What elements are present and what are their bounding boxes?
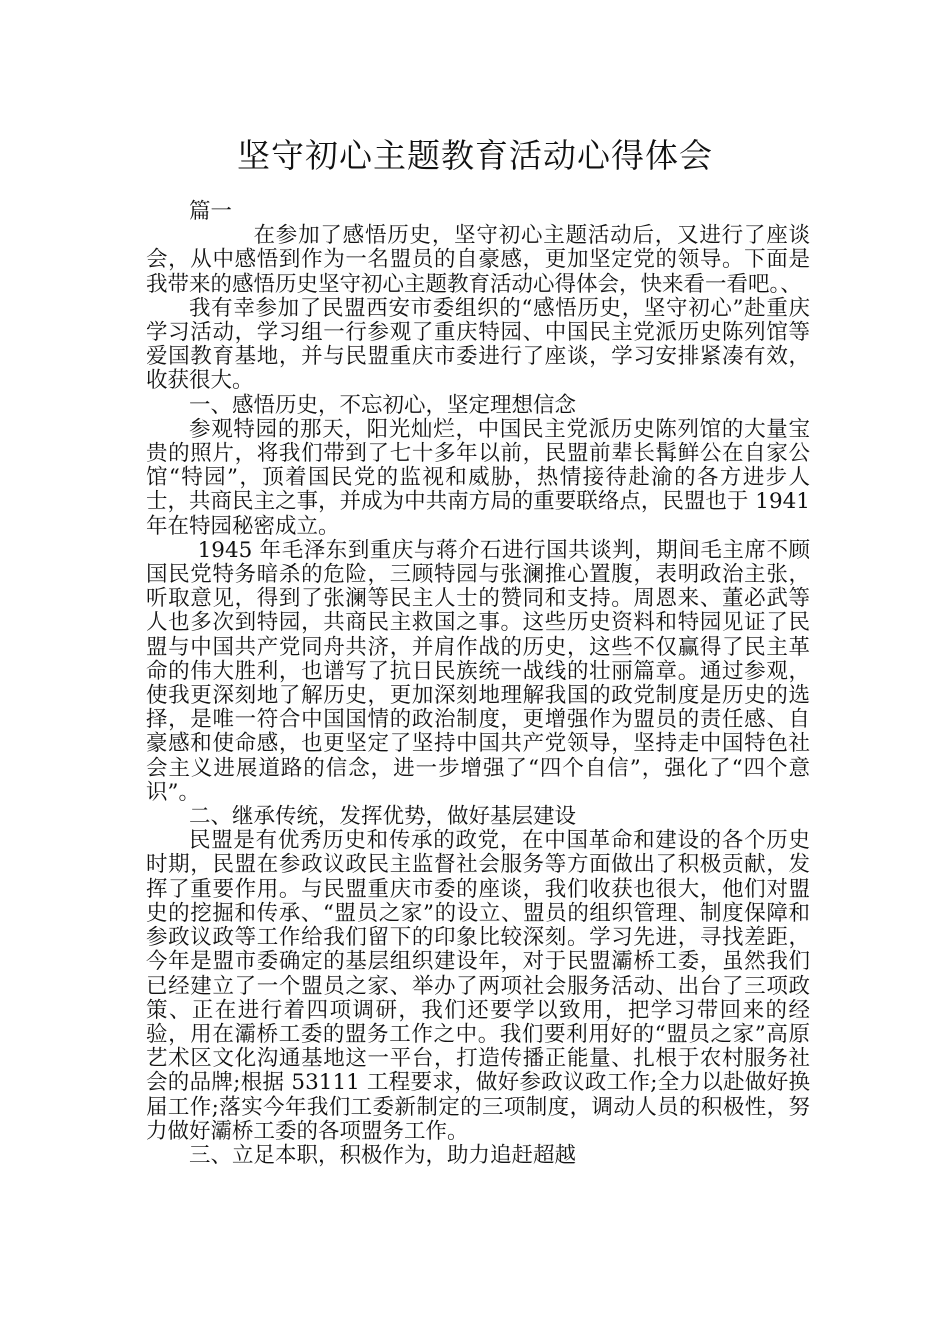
section-label: 篇一 [189, 199, 233, 224]
paragraph-2: 我有幸参加了民盟西安市委组织的“感悟历史，坚守初心”赴重庆学习活动，学习组一行参观了重庆特园、中国民主党派历史陈列馆等爱国教育基地，并与民盟重庆市委进行了座谈，学习安排紧凑有效，收获很大。 [146, 295, 810, 394]
document-title: 坚守初心主题教育活动心得体会 [237, 136, 713, 175]
paragraph-4: 1945 年毛泽东到重庆与蒋介石进行国共谈判，期间毛主席不顾国民党特务暗杀的危险，三顾特园与张澜推心置腹，表明政治主张，听取意见，得到了张澜等民主人士的赞同和支持。周恩来、董必武等人也多次到特园，共商民主救国之事。这些历史资料和特园见证了民盟与中国共产党同舟共济，并肩作战的历史，这些不仅赢得了民主革命的伟大胜利，也谱写了抗日民族统一战线的壮丽篇章。通过参观，使我更深刻地了解历史，更加深刻地理解我国的政党制度是历史的选择，是唯一符合中国国情的政治制度，更增强作为盟员的责任感、自豪感和使命感，也更坚定了坚持中国共产党领导，坚持走中国特色社会主义进展道路的信念，进一步增强了“四个自信”，强化了“四个意识”。 [146, 537, 810, 805]
document-body [146, 200, 810, 1168]
paragraph-3: 参观特园的那天，阳光灿烂，中国民主党派历史陈列馆的大量宝贵的照片，将我们带到了七十多年以前，民盟前辈长髯鲜公在自家公馆“特园”，顶着国民党的监视和威胁，热情接待赴渝的各方进步人士，共商民主之事，并成为中共南方局的重要联络点，民盟也于 1941 年在特园秘密成立。 [146, 416, 810, 539]
section-heading-1: 一、感悟历史，不忘初心，坚定理想信念 [189, 392, 577, 418]
paragraph-5: 民盟是有优秀历史和传承的政党，在中国革命和建设的各个历史时期，民盟在参政议政民主监督社会服务等方面做出了积极贡献，发挥了重要作用。与民盟重庆市委的座谈，我们收获也很大，他们对盟史的挖掘和传承、“盟员之家”的设立、盟员的组织管理、制度保障和参政议政等工作给我们留下的印象比较深刻。学习先进，寻找差距，今年是盟市委确定的基层组织建设年，对于民盟灞桥工委，虽然我们已经建立了一个盟员之家、举办了两项社会服务活动、出台了三项政策、正在进行着四项调研，我们还要学以致用，把学习带回来的经验，用在灞桥工委的盟务工作之中。我们要利用好的“盟员之家”高原艺术区文化沟通基地这一平台，打造传播正能量、扎根于农村服务社会的品牌;根据 53111 工程要求，做好参政议政工作;全力以赴做好换届工作;落实今年我们工委新制定的三项制度，调动人员的积极性，努力做好灞桥工委的各项盟务工作。 [146, 828, 810, 1144]
paragraph-intro: 在参加了感悟历史，坚守初心主题活动后，又进行了座谈会，从中感悟到作为一名盟员的自豪感，更加坚定党的领导。下面是我带来的感悟历史坚守初心主题教育活动心得体会，快来看一看吧。、 [146, 223, 810, 297]
section-heading-2: 二、继承传统，发挥优势，做好基层建设 [189, 804, 577, 830]
section-heading-3: 三、立足本职，积极作为，助力追赶超越 [189, 1142, 577, 1168]
